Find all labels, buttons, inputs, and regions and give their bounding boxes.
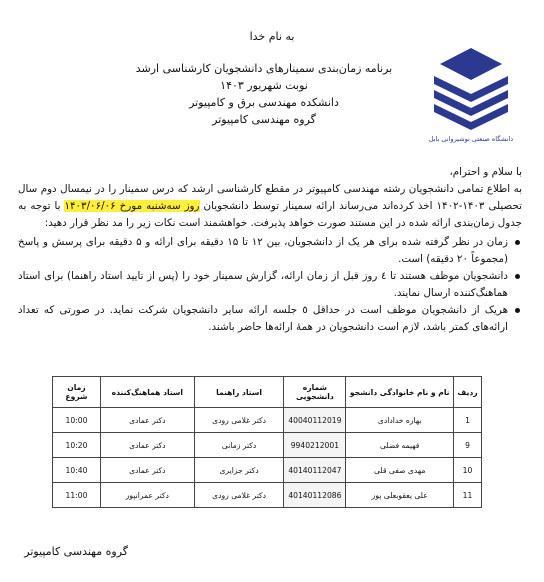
- bismillah-heading: به نام خدا: [249, 30, 295, 43]
- department-label: گروه مهندسی کامپیوتر: [212, 113, 316, 126]
- list-item: هریک از دانشجویان موظف است در حداقل ٥ جلسه ارائه سایر دانشجویان شرکت نماید. در صورتی که تعداد ارائه‌های کمتر باشد، لازم است دانشجویان در همهٔ ارائه‌ها حاضر باشند.: [18, 302, 508, 336]
- logo-emblem-top: [440, 48, 502, 80]
- document-header: [134, 60, 394, 128]
- cell-coordinator: دکتر عمادی: [100, 458, 194, 483]
- cell-advisor: دکتر زمانی: [194, 433, 284, 458]
- cell-row-number: 9: [454, 433, 482, 458]
- cell-advisor: دکتر جزایری: [194, 458, 284, 483]
- letter-body: [18, 164, 522, 336]
- cell-student-name: مهدی صفی قلی: [346, 458, 454, 483]
- cell-student-id: 9940212001: [284, 433, 346, 458]
- cell-row-number: 11: [454, 483, 482, 508]
- cell-advisor: دکتر غلامی رودی: [194, 408, 284, 433]
- document-title: برنامه زمان‌بندی سمینارهای دانشجویان کارشناسی ارشد: [135, 62, 393, 75]
- logo-text: دانشگاه صنعتی نوشیروانی بابل: [428, 135, 514, 143]
- cell-student-id: 40140112047: [284, 458, 346, 483]
- col-header-student-id: شماره دانشجویی: [284, 377, 346, 408]
- cell-student-id: 40040112019: [284, 408, 346, 433]
- cell-start-time: 11:00: [53, 483, 101, 508]
- table-row: [53, 433, 482, 458]
- col-header-row-number: ردیف: [454, 377, 482, 408]
- cell-coordinator: دکتر عمادی: [100, 433, 194, 458]
- table-row: [53, 408, 482, 433]
- col-header-student-name: نام و نام خانوادگی دانشجو: [346, 377, 454, 408]
- cell-student-name: بهاره خدادادی: [346, 408, 454, 433]
- col-header-advisor: استاد راهنما: [194, 377, 284, 408]
- rules-list: [18, 234, 522, 336]
- list-item: زمان در نظر گرفته شده برای هر یک از دانشجویان، بین ۱۲ تا ۱۵ دقیقه برای ارائه و ۵ دقیقه برای پرسش و پاسخ (مجموعاً ۲۰ دقیقه) است.: [18, 234, 508, 268]
- cell-coordinator: دکتر عمادی: [100, 408, 194, 433]
- cell-student-name: علی یعقوبعلی پور: [346, 483, 454, 508]
- seminar-date-highlight: روز سه‌شنبه مورخ ۱۴۰۳/۰۶/۰۶: [64, 200, 200, 212]
- cell-start-time: 10:40: [53, 458, 101, 483]
- cell-start-time: 10:00: [53, 408, 101, 433]
- cell-advisor: دکتر غلامی رودی: [194, 483, 284, 508]
- schedule-table: [52, 376, 482, 508]
- cell-student-name: فهیمه فضلی: [346, 433, 454, 458]
- term-label: نوبت شهریور ۱۴۰۳: [220, 79, 308, 92]
- intro-text-end: با توجه به جدول زمان‌بندی ارائه شده در این مستند صورت خواهد پذیرفت. خواهشمند است نکات زیر را مد نظر قرار دهید:: [18, 200, 522, 229]
- university-logo: [416, 44, 526, 144]
- list-item: دانشجویان موظف هستند تا ٤ روز قبل از زمان ارائه، گزارش سمینار خود را (پس از تایید استاد راهنما) برای استاد هماهنگ‌کننده ارسال نمایند.: [18, 268, 508, 302]
- footer-signature: گروه مهندسی کامپیوتر: [24, 545, 128, 558]
- table-row: [53, 458, 482, 483]
- table-row: [53, 483, 482, 508]
- intro-paragraph: [18, 181, 522, 232]
- cell-start-time: 10:20: [53, 433, 101, 458]
- cell-row-number: 1: [454, 408, 482, 433]
- cell-row-number: 10: [454, 458, 482, 483]
- faculty-label: دانشکده مهندسی برق و کامپیوتر: [189, 96, 339, 109]
- intro-text-start: به اطلاع تمامی دانشجویان رشته مهندسی کامپیوتر در مقطع کارشناسی ارشد که درس سمینار را در نیمسال دوم سال تحصیلی ۱۴۰۳-۱۴۰۲ اخذ کرده‌اند می‌رساند ارائه سمینار توسط دانشجویان: [18, 183, 522, 212]
- logo-emblem-wave-3: [434, 104, 508, 130]
- col-header-start-time: زمان شروع: [53, 377, 101, 408]
- greeting: با سلام و احترام،: [449, 166, 522, 178]
- cell-coordinator: دکتر عمرانپور: [100, 483, 194, 508]
- cell-student-id: 40140112086: [284, 483, 346, 508]
- table-header-row: [53, 377, 482, 408]
- col-header-coordinator: استاد هماهنگ‌کننده: [100, 377, 194, 408]
